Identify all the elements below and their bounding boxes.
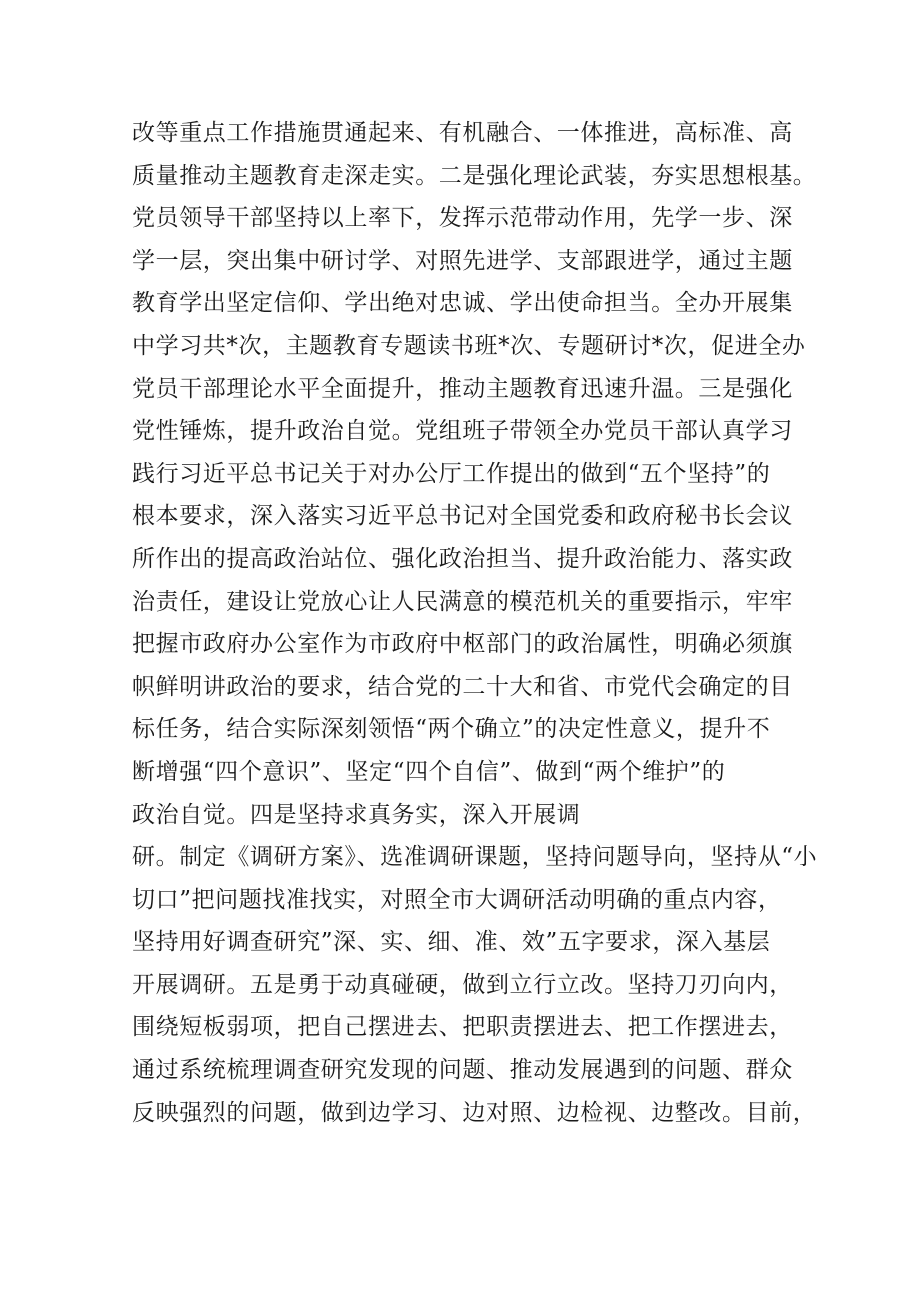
text-line: 践行习近平总书记关于对办公厅工作提出的做到“五个坚持”的 (132, 460, 771, 487)
text-line: 党员干部理论水平全面提升，推动主题教育迅速升温。三是强化 (132, 375, 793, 402)
text-line: 通过系统梳理调查研究发现的问题、推动发展遇到的问题、群众 (132, 1057, 793, 1084)
text-line: 学一层，突出集中研讨学、对照先进学、支部跟进学，通过主题 (132, 247, 793, 274)
text-line: 开展调研。五是勇于动真碰硬，做到立行立改。坚持刀刃向内， (132, 971, 793, 998)
text-line: 根本要求，深入落实习近平总书记对全国党委和政府秘书长会议 (132, 503, 793, 530)
text-line: 断增强“四个意识”、坚定“四个自信”、做到“两个维护”的 (132, 758, 726, 785)
text-line: 改等重点工作措施贯通起来、有机融合、一体推进，高标准、高 (132, 120, 793, 146)
text-line: 政治自觉。四是坚持求真务实，深入开展调 (132, 801, 581, 828)
text-line: 所作出的提高政治站位、强化政治担当、提升政治能力、落实政 (132, 545, 793, 572)
text-line: 标任务，结合实际深刻领悟“两个确立”的决定性意义，提升不 (132, 716, 771, 743)
text-line: 把握市政府办公室作为市政府中枢部门的政治属性，明确必须旗 (132, 631, 793, 658)
text-line: 围绕短板弱项，把自己摆进去、把职责摆进去、把工作摆进去， (132, 1014, 793, 1041)
text-line: 教育学出坚定信仰、学出绝对忠诚、学出使命担当。全办开展集 (132, 290, 793, 317)
text-line: 党性锤炼，提升政治自觉。党组班子带领全办党员干部认真学习 (132, 418, 793, 445)
text-line: 帜鲜明讲政治的要求，结合党的二十大和省、市党代会确定的目 (132, 673, 793, 700)
text-line: 反映强烈的问题，做到边学习、边对照、边检视、边整改。目前， (132, 1099, 817, 1126)
text-line: 质量推动主题教育走深走实。二是强化理论武装，夯实思想根基。 (132, 162, 817, 189)
body-text (132, 112, 818, 1134)
text-line: 党员领导干部坚持以上率下，发挥示范带动作用，先学一步、深 (132, 205, 793, 232)
text-line: 中学习共*次，主题教育专题读书班*次、专题研讨*次，促进全办 (132, 332, 806, 359)
text-line: 治责任，建设让党放心让人民满意的模范机关的重要指示，牢牢 (132, 588, 793, 615)
text-line: 切口”把问题找准找实，对照全市大调研活动明确的重点内容， (132, 886, 782, 913)
text-line: 坚持用好调查研究”深、实、细、准、效”五字要求，深入基层 (132, 929, 771, 956)
text-line: 研。制定《调研方案》、选准调研课题，坚持问题导向，坚持从“小 (132, 844, 818, 871)
